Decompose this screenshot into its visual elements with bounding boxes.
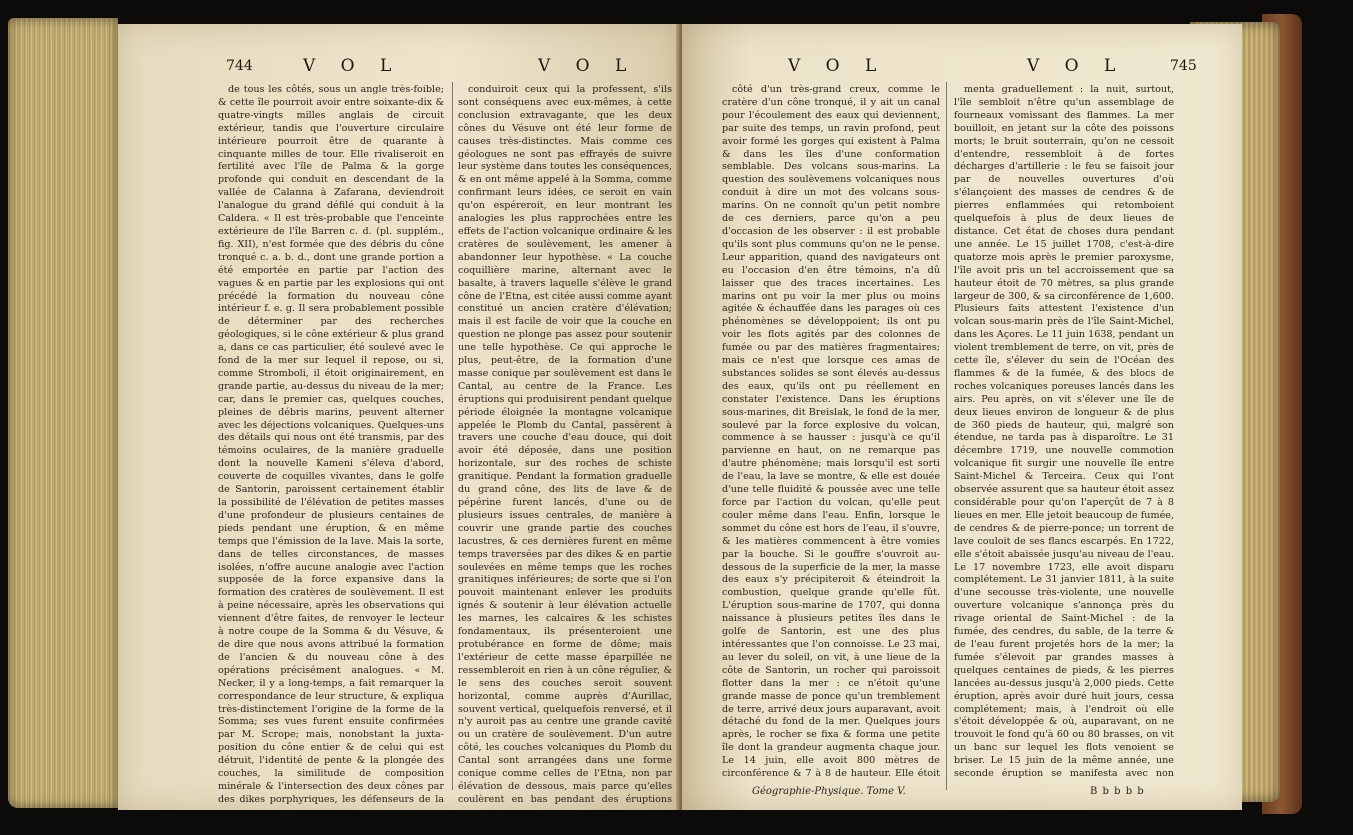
right-page-number: 745 [1170, 58, 1197, 74]
right-page [682, 24, 1242, 810]
left-running-head-1: V O L [303, 56, 402, 76]
left-page-column-1 [218, 84, 444, 804]
left-page [118, 24, 680, 810]
right-running-head-2: V O L [1027, 56, 1126, 76]
left-col2-text: conduiroit ceux qui la professent, s'ils sont conséquens avec eux-mêmes, à cette conclusion extravagante, que les deux cônes du Vésuve ont été leur forme de causes très-distinctes. Mais comme ces géologues ne sont pas effrayés de suivre leur système dans toutes les conséquences, & en ont même appelé à la Somma, comme confirmant leurs idées, ce seroit en vain qu'on espéreroit, en leur montrant les analogies les plus rapprochées entre les effets de l'action volcanique ordinaire & les cratères de soulèvement, les amener à abandonner leur hypothèse. « La couche coquillière marine, alternant avec le basalte, à travers laquelle s'élève le grand cône de l'Etna, est citée aussi comme ayant constitué un ancien cratère d'élévation; mais il est facile de voir que la couche en question ne plonge pas assez pour soutenir une telle hypothèse. Ce qui approche le plus, peut-être, de la formation d'une masse conique par soulèvement est dans le Cantal, au centre de la France. Les éruptions qui produisirent pendant quelque période éloignée la montagne volcanique appelée le Plomb du Cantal, passèrent à travers une couche d'eau douce, qui doit avoir été déposée, dans une position horizontale, sur des roches de schiste granitique. Pendant la formation graduelle du grand cône, des lits de lave & de pépérine furent lancés, d'une ou de plusieurs issues centrales, de manière à couvrir une grande partie des couches lacustres, & ces dernières furent en même temps traversées par des dikes & en partie soulevées en même temps que les roches granitiques inférieures; de sorte que si l'on pouvoit maintenant enlever les produits ignés & soutenir à leur élévation actuelle les marnes, les calcaires & les schistes fondamentaux, ils présenteroient une protubérance en forme de dôme; mais l'extérieur de cette masse éparpillée ne ressembleroit en rien à un cône régulier, & le sens des couches seroit souvent horizontal, comme auprès d'Aurillac, souvent vertical, quelquefois renversé, et il n'y auroit pas au centre une grande cavité ou un cratère de soulèvement. D'un autre côté, les couches volcaniques du Plomb du Cantal sont arrangées dans une forme conique comme celles de l'Etna, non par élévation de dessous, mais parce qu'elles coulèrent en bas pendant des éruptions [458, 84, 672, 804]
right-col2-text: menta graduellement : la nuit, surtout, l'île sembloit n'être qu'un assemblage de fourneaux vomissant des flammes. La mer bouilloit, en jetant sur la côte des poissons morts; le bruit souterrain, qu'on ne cessoit d'entendre, ressembloit à de fortes décharges d'artillerie : le feu se faisoit jour par de nouvelles ouvertures d'où s'élançoient des masses de cendres & de pierres enflammées qui retomboient quelquefois à plus de deux lieues de distance. Cet état de choses dura pendant une année. Le 15 juillet 1708, c'est-à-dire quatorze mois après le premier paroxysme, l'île avoit pris un tel accroissement que sa hauteur étoit de 70 mètres, sa plus grande largeur de 300, & sa circonférence de 1,600. Plusieurs faits attestent l'existence d'un volcan sous-marin près de l'île Saint-Michel, dans les Açores. Le 11 juin 1638, pendant un violent tremblement de terre, on vit, près de cette île, s'élever du sein de l'Océan des flammes & de la fumée, & des blocs de roches volcaniques poreuses lancés dans les airs. Peu après, on vit s'élever une île de deux lieues environ de longueur & de plus de 360 pieds de hauteur, qui, malgré son étendue, ne tarda pas à disparoître. Le 31 décembre 1719, une nouvelle commotion volcanique fit surgir une nouvelle île entre Saint-Michel & Terceira. Ceux qui l'ont observée assurent que sa hauteur étoit assez considérable pour qu'on l'aperçût de 7 à 8 lieues en mer. Elle jetoit beaucoup de fumée, de cendres & de pierre-ponce; un torrent de lave couloit de ses flancs escarpés. En 1722, elle s'étoit abaissée jusqu'au niveau de l'eau. Le 17 novembre 1723, elle avoit disparu complétement. Le 31 janvier 1811, à la suite d'une secousse très-violente, une nouvelle ouverture volcanique s'annonça près du rivage oriental de Saint-Michel : de la fumée, des cendres, du sable, de la terre & de l'eau furent projetés hors de la mer; la fumée s'élevoit par grandes masses à quelques centaines de pieds, & les pierres lancées au-dessus jusqu'à 2,000 pieds. Cette éruption, après avoir duré huit jours, cessa complétement; mais, à l'endroit où elle s'étoit développée & où, auparavant, on ne trouvoit le fond qu'à 60 ou 80 brasses, on vit un banc sur lequel les flots venoient se briser. Le 15 juin de la même année, une seconde éruption se manifesta avec non [954, 84, 1174, 778]
right-col1-text: côté d'un très-grand creux, comme le cratère d'un cône tronqué, il y ait un canal pour l'écoulement des eaux qui deviennent, par suite des temps, un ravin profond, peut avoir formé les gorges qui existent à Palma & dans les îles d'une conformation semblable. Des volcans sous-marins. La question des soulèvemens volcaniques nous conduit à dire un mot des volcans sous-marins. On ne connoît qu'un petit nombre de ces derniers, parce qu'on a peu d'occasion de les observer : il est probable qu'ils sont plus communs qu'on ne le pense. Leur apparition, quand des navigateurs ont eu l'occasion d'en être témoins, n'a dû laisser que des traces incertaines. Les marins ont pu voir la mer plus ou moins agitée & échauffée dans les parages où ces phénomènes se développoient; ils ont pu voir les flots agités par des colonnes de fumée ou par des matières fragmentaires; mais ce n'est que lorsque ces amas de substances solides se sont élevés au-dessus des eaux, qu'ils ont pu réellement en constater l'existence. Dans les éruptions sous-marines, dit Breislak, le fond de la mer, soulevé par la force explosive du volcan, commence à se hausser : jusqu'à ce qu'il parvienne en haut, on ne remarque pas d'autre phénomène; mais lorsqu'il est sorti de l'eau, la lave se montre, & elle est douée d'une telle fluidité & poussée avec une telle force par l'action du volcan, qu'elle peut couler même dans l'eau. Enfin, lorsque le sommet du cône est hors de l'eau, il s'ouvre, & les matières commencent à être vomies par la bouche. Si le gouffre s'ouvroit au-dessous de la superficie de la mer, la masse des eaux s'y précipiteroit & éteindroit la combustion, quelque grande qu'elle fût. L'éruption sous-marine de 1707, qui donna naissance à plusieurs petites îles dans le golfe de Santorin, est une des plus intéressantes que l'on connoisse. Le 23 mai, au lever du soleil, on vit, à une lieue de la côte de Santorin, un rocher qui paroissoit flotter dans la mer : ce n'étoit qu'une grande masse de ponce qu'un tremblement de terre, arrivé deux jours auparavant, avoit détaché du fond de la mer. Quelques jours après, le rocher se fixa & forma une petite île dont la grandeur augmenta chaque jour. Le 14 juin, elle avoit 800 mètres de circonférence & 7 à 8 de hauteur. Elle étoit [722, 84, 940, 778]
left-page-number: 744 [226, 58, 253, 74]
left-running-head-2: V O L [538, 56, 637, 76]
right-page-column-1 [722, 84, 940, 778]
left-page-column-2 [458, 84, 672, 804]
right-running-head-1: V O L [788, 56, 887, 76]
left-page-edges [8, 18, 118, 808]
left-column-rule [452, 82, 453, 790]
right-page-column-2 [954, 84, 1174, 778]
right-page-signature: B b b b b [1090, 786, 1145, 797]
left-col1-text: de tous les côtés, sous un angle très-foible; & cette île pourroit avoir entre soixante-dix & quatre-vingts milles anglais de circuit extérieur, tandis que l'ouverture circulaire intérieure pourroit être de quarante à cinquante milles de tour. Elle rivaliseroit en fertilité avec l'île de Palma & la gorge profonde qui conduit en descendant de la vallée de Calanna à Zafarana, deviendroit l'analogue du grand défilé qui conduit à la Caldera. « Il est très-probable que l'enceinte extérieure de l'île Barren c. d. (pl. supplém., fig. XII), n'est formée que des débris du cône tronqué c. a. b. d., dont une grande portion a été emportée en partie par l'action des vagues & en partie par les explosions qui ont précédé la formation du nouveau cône intérieur f. e. g. Il sera probablement possible de déterminer par des recherches géologiques, si le cône extérieur & plus grand a, dans ce cas particulier, été soulevé avec le fond de la mer sur lequel il repose, ou si, comme Stromboli, il étoit originairement, en grande partie, au-dessus du niveau de la mer; car, dans le premier cas, quelques couches, pleines de débris marins, peuvent alterner avec les déjections volcaniques. Quelques-uns des détails qui nous ont été transmis, par des témoins oculaires, de la manière graduelle dont la nouvelle Kameni s'éleva d'abord, couverte de coquilles vivantes, dans le golfe de Santorin, paroissent certainement établir la possibilité de l'élévation de petites masses d'une profondeur de plusieurs centaines de pieds pendant une éruption, & en même temps que l'émission de la lave. Mais la sorte, dans de telles circonstances, de masses isolées, n'offre aucune analogie avec l'action supposée de la force expansive dans la formation des cratères de soulèvement. Il est à peine nécessaire, après les observations qui viennent d'être faites, de renvoyer le lecteur à notre coupe de la Somma & du Vésuve, & de dire que nous avons attribué la formation de l'ancien & du nouveau cône à des opérations précisément analogues. « M. Necker, il y a long-temps, a fait remarquer la correspondance de leur structure, & expliqua très-distinctement l'origine de la forme de la Somma; ses vues furent ensuite confirmées par M. Scrope; mais, nonobstant la juxta-position du cône entier & de celui qui est détruit, l'identité de pente & la plongée des couches, la similitude de composition minérale & l'intersection des deux cônes par des dikes porphyriques, les défenseurs de la [218, 84, 444, 804]
right-column-rule [946, 82, 947, 790]
right-page-footer: Géographie-Physique. Tome V. [752, 786, 906, 797]
